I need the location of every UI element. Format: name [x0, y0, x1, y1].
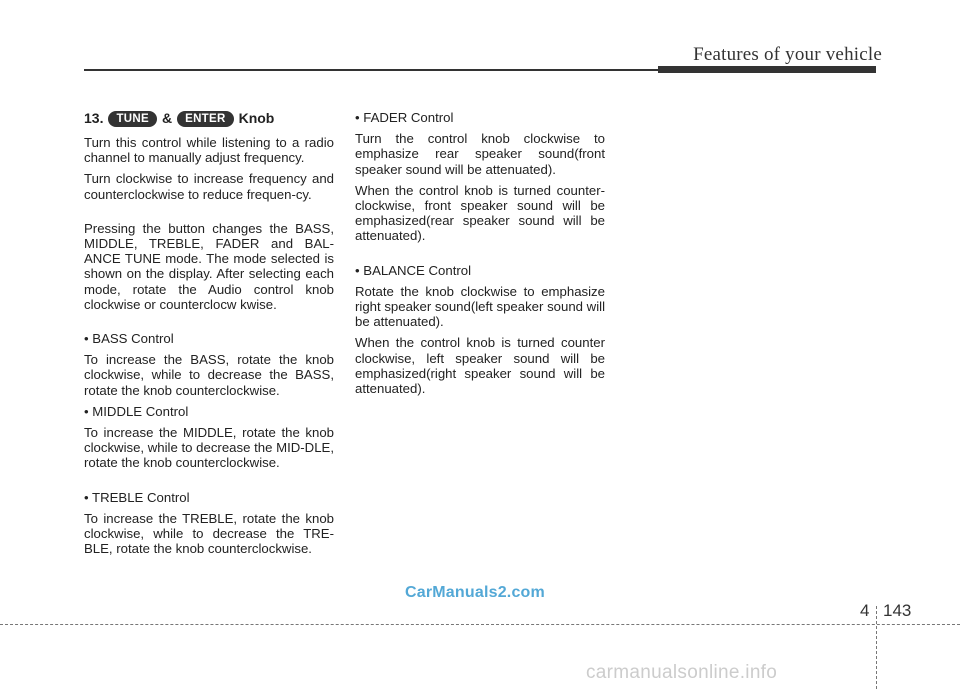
footer-vertical-divider: [876, 606, 877, 689]
treble-text: To increase the TREBLE, rotate the knob clockwise, while to decrease the TRE-BLE, rotate the knob counterclockwise.: [84, 510, 334, 557]
paragraph-intro: Turn this control while listening to a radio channel to manually adjust frequency.: [84, 135, 334, 166]
balance-text-counter: When the control knob is turned counter clockwise, left speaker sound will be emphasized(right speaker sound will be attenuated).: [355, 335, 605, 397]
enter-badge: ENTER: [177, 111, 233, 127]
section-suffix: Knob: [238, 110, 275, 127]
tune-badge: TUNE: [108, 111, 157, 127]
middle-heading: • MIDDLE Control: [84, 403, 189, 419]
right-column: [355, 110, 605, 402]
page-number: 143: [883, 601, 912, 620]
footer-divider: [0, 624, 960, 625]
middle-text: To increase the MIDDLE, rotate the knob clockwise, while to decrease the MID-DLE, rotate the knob counterclockwise.: [84, 425, 334, 471]
section-number: 13.: [84, 110, 104, 127]
bass-text: To increase the BASS, rotate the knob clockwise, while to decrease the BASS, rotate the knob counterclockwise.: [84, 352, 334, 398]
balance-text-clockwise: Rotate the knob clockwise to emphasize right speaker sound(left speaker sound will be attenuated).: [355, 283, 605, 330]
header-divider-accent: [658, 66, 876, 73]
fader-text-clockwise: Turn the control knob clockwise to emphasize rear speaker sound(front speaker sound will be attenuated).: [355, 131, 605, 177]
paragraph-frequency: Turn clockwise to increase frequency and counterclockwise to reduce frequen-cy.: [84, 171, 334, 202]
left-column: [84, 110, 334, 562]
chapter-number: 4: [860, 601, 870, 620]
watermark-link[interactable]: CarManuals2.com: [405, 584, 545, 601]
footer-brand-watermark: carmanualsonline.info: [586, 662, 778, 683]
paragraph-mode: Pressing the button changes the BASS, MIDDLE, TREBLE, FADER and BAL-ANCE TUNE mode. The mode selected is shown on the display. After selecting each mode, rotate the Audio control knob clockwise or counterclocw kwise.: [84, 220, 334, 312]
treble-heading: • TREBLE Control: [84, 489, 190, 505]
fader-heading: • FADER Control: [355, 110, 454, 125]
balance-heading: • BALANCE Control: [355, 262, 472, 278]
bass-heading: • BASS Control: [84, 331, 174, 347]
fader-text-counter: When the control knob is turned counter-clockwise, front speaker sound will be emphasized(rear speaker sound will be attenuated).: [355, 182, 605, 244]
page-header-title: Features of your vehicle: [693, 44, 882, 65]
section-title: [84, 110, 334, 128]
section-ampersand: &: [161, 110, 173, 127]
